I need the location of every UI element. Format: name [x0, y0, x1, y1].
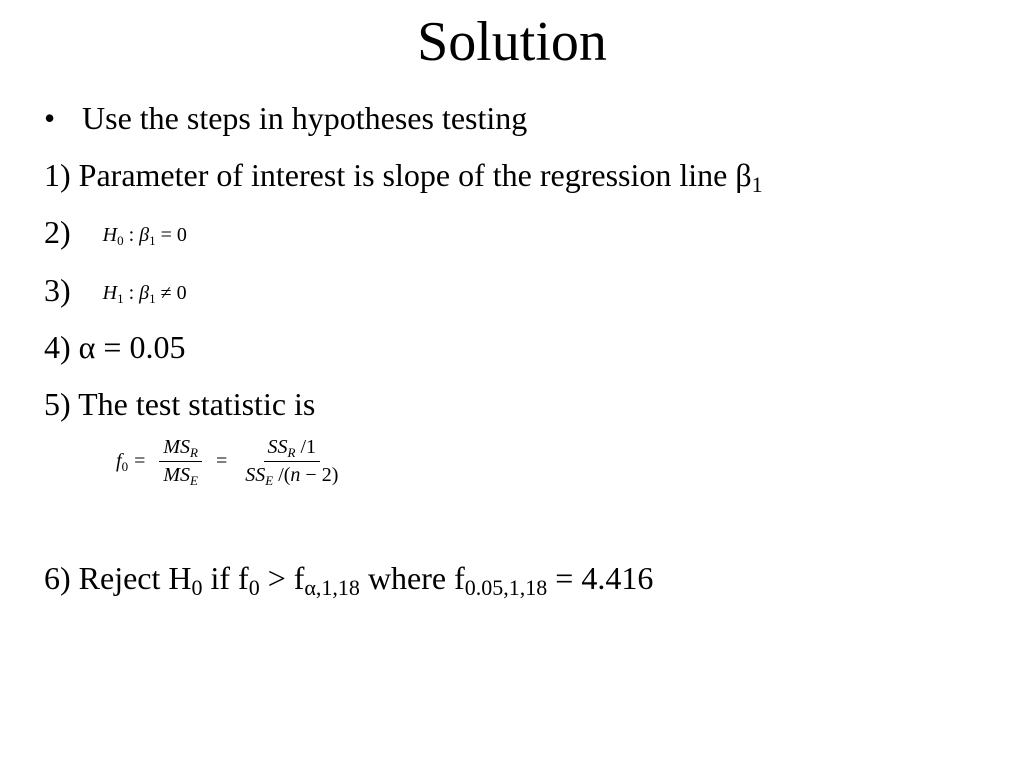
step-6-line — [44, 558, 653, 598]
rhs-value: 0 — [176, 224, 187, 246]
alternative-hypothesis-equation — [103, 282, 187, 304]
step-6-sub-2: 0 — [248, 575, 260, 600]
denominator-open: /( — [273, 464, 291, 486]
step-5-line — [44, 384, 315, 424]
step-2-number: 2) — [44, 214, 71, 250]
step-5-text: 5) The test statistic is — [44, 386, 316, 422]
ms-num-subscript: R — [190, 445, 198, 460]
step-4-text: 4) α = 0.05 — [44, 329, 186, 365]
f-symbol: f — [116, 450, 122, 472]
colon: : — [128, 282, 135, 304]
ss-symbol: SS — [267, 436, 288, 458]
ss-fraction — [241, 436, 342, 487]
relation-symbol: ≠ — [160, 282, 172, 304]
ms-fraction — [159, 436, 202, 487]
ss-symbol: SS — [245, 464, 266, 486]
h-subscript: 1 — [117, 291, 124, 306]
h-symbol: H — [102, 282, 118, 304]
test-statistic-formula — [116, 436, 350, 487]
equals-sign: = — [134, 450, 146, 472]
beta-subscript: 1 — [149, 291, 156, 306]
n-symbol: n — [290, 464, 301, 486]
step-6-part-3: > f — [259, 560, 305, 596]
denominator-close: − 2) — [300, 464, 339, 486]
beta-symbol: β — [139, 224, 150, 246]
bullet-text: Use the steps in hypotheses testing — [82, 100, 528, 136]
ms-symbol: MS — [163, 464, 191, 486]
rhs-value: 0 — [176, 282, 187, 304]
ss-numerator — [264, 436, 321, 462]
equals-sign: = — [215, 450, 228, 472]
bullet-marker: • — [44, 100, 56, 136]
colon: : — [128, 224, 135, 246]
step-6-sub-3: α,1,18 — [304, 575, 360, 600]
step-4-line — [44, 327, 185, 367]
h-symbol: H — [102, 224, 118, 246]
beta-symbol: β — [139, 282, 150, 304]
step-6-part-4: where f — [359, 560, 465, 596]
ms-denominator — [159, 462, 202, 487]
step-3-line — [44, 270, 187, 313]
ss-num-subscript: R — [287, 445, 296, 460]
step-1-text: 1) Parameter of interest is slope of the regression line β — [44, 157, 752, 193]
step-2-line — [44, 212, 187, 255]
ss-denominator — [241, 462, 342, 487]
step-6-sub-1: 0 — [191, 575, 203, 600]
slide-title: Solution — [417, 11, 607, 73]
step-1-line — [44, 155, 763, 195]
h-subscript: 0 — [117, 233, 124, 248]
step-3-number: 3) — [44, 272, 71, 308]
numerator-tail: /1 — [295, 436, 317, 458]
bullet-line — [44, 98, 527, 138]
beta-subscript: 1 — [149, 233, 156, 248]
step-1-beta-subscript: 1 — [751, 172, 763, 197]
ms-den-subscript: E — [190, 473, 198, 488]
step-6-part-1: 6) Reject H — [44, 560, 192, 596]
ms-symbol: MS — [163, 436, 191, 458]
step-6-part-5: = 4.416 — [547, 560, 654, 596]
f-subscript: 0 — [121, 459, 129, 474]
step-6-sub-4: 0.05,1,18 — [464, 575, 548, 600]
relation-symbol: = — [160, 224, 172, 246]
ms-numerator — [159, 436, 202, 462]
null-hypothesis-equation — [103, 224, 187, 246]
step-6-part-2: if f — [202, 560, 249, 596]
ss-den-subscript: E — [265, 473, 274, 488]
